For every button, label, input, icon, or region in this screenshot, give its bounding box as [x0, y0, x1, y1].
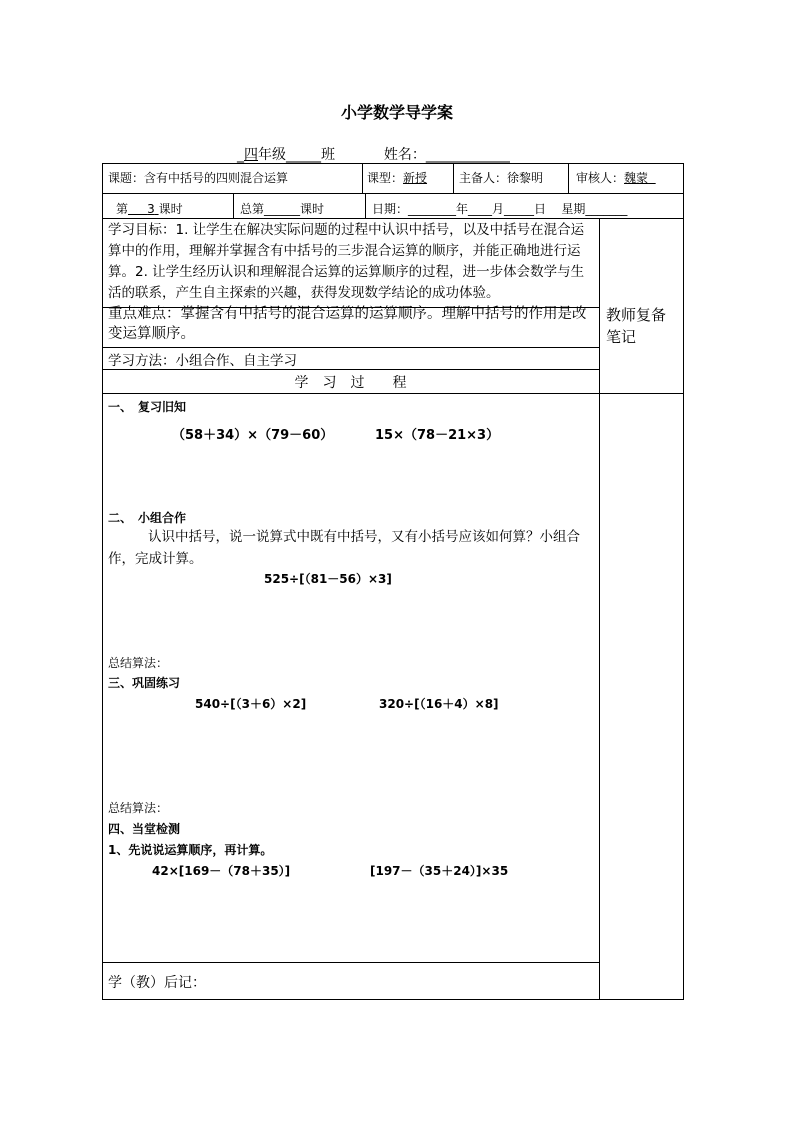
section4-item1: 1、先说说运算顺序，再计算。 [108, 843, 273, 857]
lesson-label-a: 第 [116, 202, 129, 216]
class-label: 班 [321, 147, 335, 163]
lesson-type-value: 新授 [403, 171, 428, 185]
section3-expr2: 320÷[（16＋4）×8] [379, 697, 499, 711]
section2-text: 认识中括号，说一说算式中既有中括号，又有小括号应该如何算？小组合作，完成计算。 [108, 529, 580, 567]
total-label-b: 课时 [300, 202, 325, 216]
section1-expr1: （58＋34）×（79－60） [172, 428, 334, 443]
grade-class-name-line: _四年级_____班 姓名：____________ [237, 147, 510, 163]
lesson-value: 3 [147, 202, 155, 216]
section4-heading: 四、当堂检测 [108, 822, 181, 836]
section1-heading: 一、 复习旧知 [108, 400, 187, 414]
section2-expr: 525÷[（81－56）×3] [264, 572, 392, 586]
class-blank: _____ [286, 147, 321, 163]
page-title: 小学数学导学案 [340, 103, 453, 122]
section3-summary: 总结算法： [108, 801, 169, 815]
section1-expr2: 15×（78－21×3） [375, 428, 500, 443]
reviewer-label: 审核人： [576, 171, 625, 185]
date-month: 月 [492, 202, 505, 216]
topic-cell: 课题：含有中括号的四则混合运算 [108, 171, 289, 185]
section2-heading: 二、 小组合作 [108, 511, 187, 525]
lesson-type-cell [367, 169, 427, 186]
afterword-label: 学（教）后记： [108, 975, 206, 991]
lesson-label-b: 课时 [158, 202, 183, 216]
teacher-notes-label: 教师复备笔记 [606, 306, 667, 346]
grade-label: 年级 [258, 147, 286, 163]
date-day: 日 [534, 202, 547, 216]
reviewer-value: 魏蒙 [624, 171, 649, 185]
date-label: 日期： [372, 202, 409, 216]
name-label: 姓名： [383, 147, 426, 163]
section3-heading: 三、巩固练习 [108, 676, 181, 690]
section4-expr1: 42×[169－（78＋35）] [152, 864, 291, 878]
date-cell: 日期：________年____月_____日 星期_______ [372, 202, 628, 216]
date-year: 年 [456, 202, 469, 216]
process-heading: 学 习 过 程 [294, 375, 407, 391]
total-lesson-cell: 总第______课时 [240, 202, 325, 216]
section3-expr1: 540÷[（3＋6）×2] [195, 697, 307, 711]
total-label-a: 总第 [240, 202, 265, 216]
lesson-type-label: 课型： [367, 171, 404, 185]
name-blank: ____________ [425, 147, 510, 163]
section2-summary: 总结算法： [108, 656, 169, 670]
section4-expr2: [197－（35＋24）]×35 [370, 864, 509, 878]
learning-methods: 学习方法：小组合作、自主学习 [108, 353, 297, 369]
lesson-number-cell [116, 200, 183, 217]
grade-value: 四 [244, 147, 258, 163]
learning-goals: 学习目标：1. 让学生在解决实际问题的过程中认识中括号，以及中括号在混合运算中的作用，理解并掌握含有中括号的三步混合运算的顺序，并能正确地进行运算。2. 让学生经历认识和理解混合运算的运算顺序的过程，进一步体会数学与生活的联系，产生自主探索的兴趣，获得发现数学结论的成功体验。 [108, 222, 585, 301]
key-points: 重点难点：掌握含有中括号的混合运算的运算顺序。理解中括号的作用是改变运算顺序。 [108, 306, 587, 342]
weekday-label: 星期 [561, 202, 586, 216]
reviewer-cell [576, 169, 656, 186]
preparer-cell: 主备人：徐黎明 [459, 171, 544, 185]
